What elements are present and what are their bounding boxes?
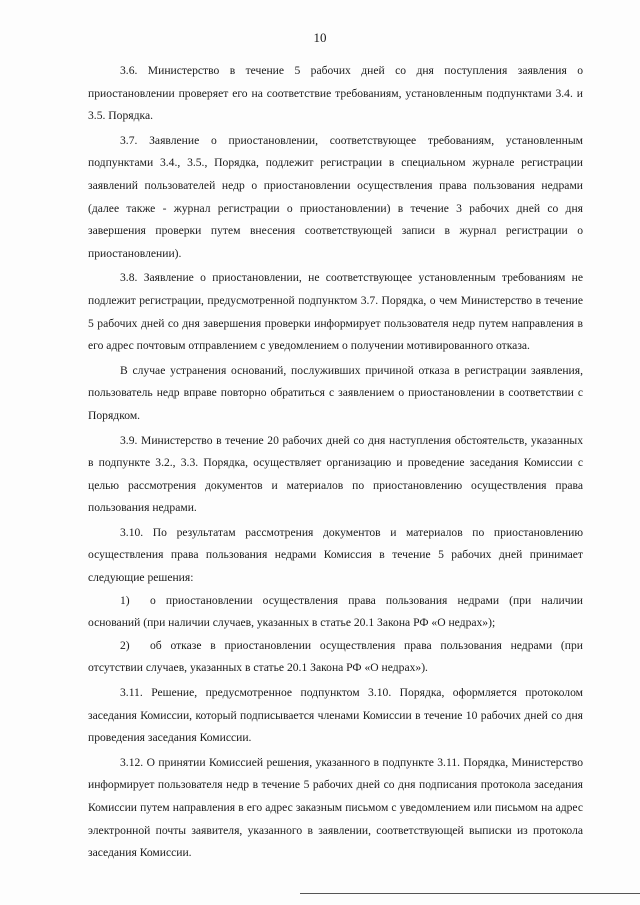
list-item-2 bbox=[88, 635, 583, 680]
paragraph-3-10: 3.10. По результатам рассмотрения документов и материалов по приостановлению осуществления права пользования недрами Комиссия в течение 5 рабочих дней принимает следующие решения: bbox=[88, 525, 583, 585]
footer-rule bbox=[300, 893, 640, 894]
paragraph-3-6: 3.6. Министерство в течение 5 рабочих дней со дня поступления заявления о приостановлении проверяет его на соответствие требованиям, установленным подпунктами 3.4. и 3.5. Порядка. bbox=[88, 64, 583, 123]
list-item-number: 2) bbox=[120, 638, 130, 652]
document-body bbox=[88, 60, 583, 865]
list-item-text: об отказе в приостановлении осуществления права пользования недрами (при отсутствии случаев, указанных в статье 20.1 Закона РФ «О недрах»). bbox=[88, 638, 583, 675]
paragraph-3-7: 3.7. Заявление о приостановлении, соответствующее требованиям, установленным подпунктами 3.4., 3.5., Порядка, подлежит регистрации в специальном журнале регистрации заявлений пользователей недр о приостановлении осуществления права пользования недрами (далее также - журнал регистрации о приостановлении) в течение 3 рабочих дней со дня завершения проверки путем внесения соответствующей записи в журнал регистрации о приостановлении). bbox=[88, 133, 583, 260]
paragraph-3-12: 3.12. О принятии Комиссией решения, указанного в подпункте 3.11. Порядка, Министерство информирует пользователя недр в течение 5 рабочих дней со дня подписания протокола заседания Комиссии путем направления в его адрес заказным письмом с уведомлением или письмом на адрес электронной почты заявителя, указанного в заявлении, соответствующей выписки из протокола заседания Комиссии. bbox=[88, 755, 583, 860]
paragraph-refusal-remedy: В случае устранения оснований, послуживших причиной отказа в регистрации заявления, пользователь недр вправе повторно обратиться с заявлением о приостановлении в соответствии с Порядком. bbox=[88, 363, 583, 422]
paragraph-3-9: 3.9. Министерство в течение 20 рабочих дней со дня наступления обстоятельств, указанных в подпункте 3.2., 3.3. Порядка, осуществляет организацию и проведение заседания Комиссии с целью рассмотрения документов и материалов по приостановлению осуществления права пользования недрами. bbox=[88, 433, 583, 515]
list-item-1 bbox=[88, 590, 583, 635]
paragraph-3-8: 3.8. Заявление о приостановлении, не соответствующее установленным требованиям не подлежит регистрации, предусмотренной подпунктом 3.7. Порядка, о чем Министерство в течение 5 рабочих дней со дня завершения проверки информирует пользователя недр путем направления в его адрес почтовым отправлением с уведомлением о получении мотивированного отказа. bbox=[88, 271, 583, 353]
page-number: 10 bbox=[313, 30, 327, 45]
list-item-text: о приостановлении осуществления права пользования недрами (при наличии оснований (при наличии случаев, указанных в статье 20.1 Закона РФ «О недрах»); bbox=[88, 593, 583, 630]
paragraph-3-11: 3.11. Решение, предусмотренное подпунктом 3.10. Порядка, оформляется протоколом заседания Комиссии, который подписывается членами Комиссии в течение 10 рабочих дней со дня проведения заседания Комиссии. bbox=[88, 686, 583, 745]
list-item-number: 1) bbox=[120, 593, 130, 607]
